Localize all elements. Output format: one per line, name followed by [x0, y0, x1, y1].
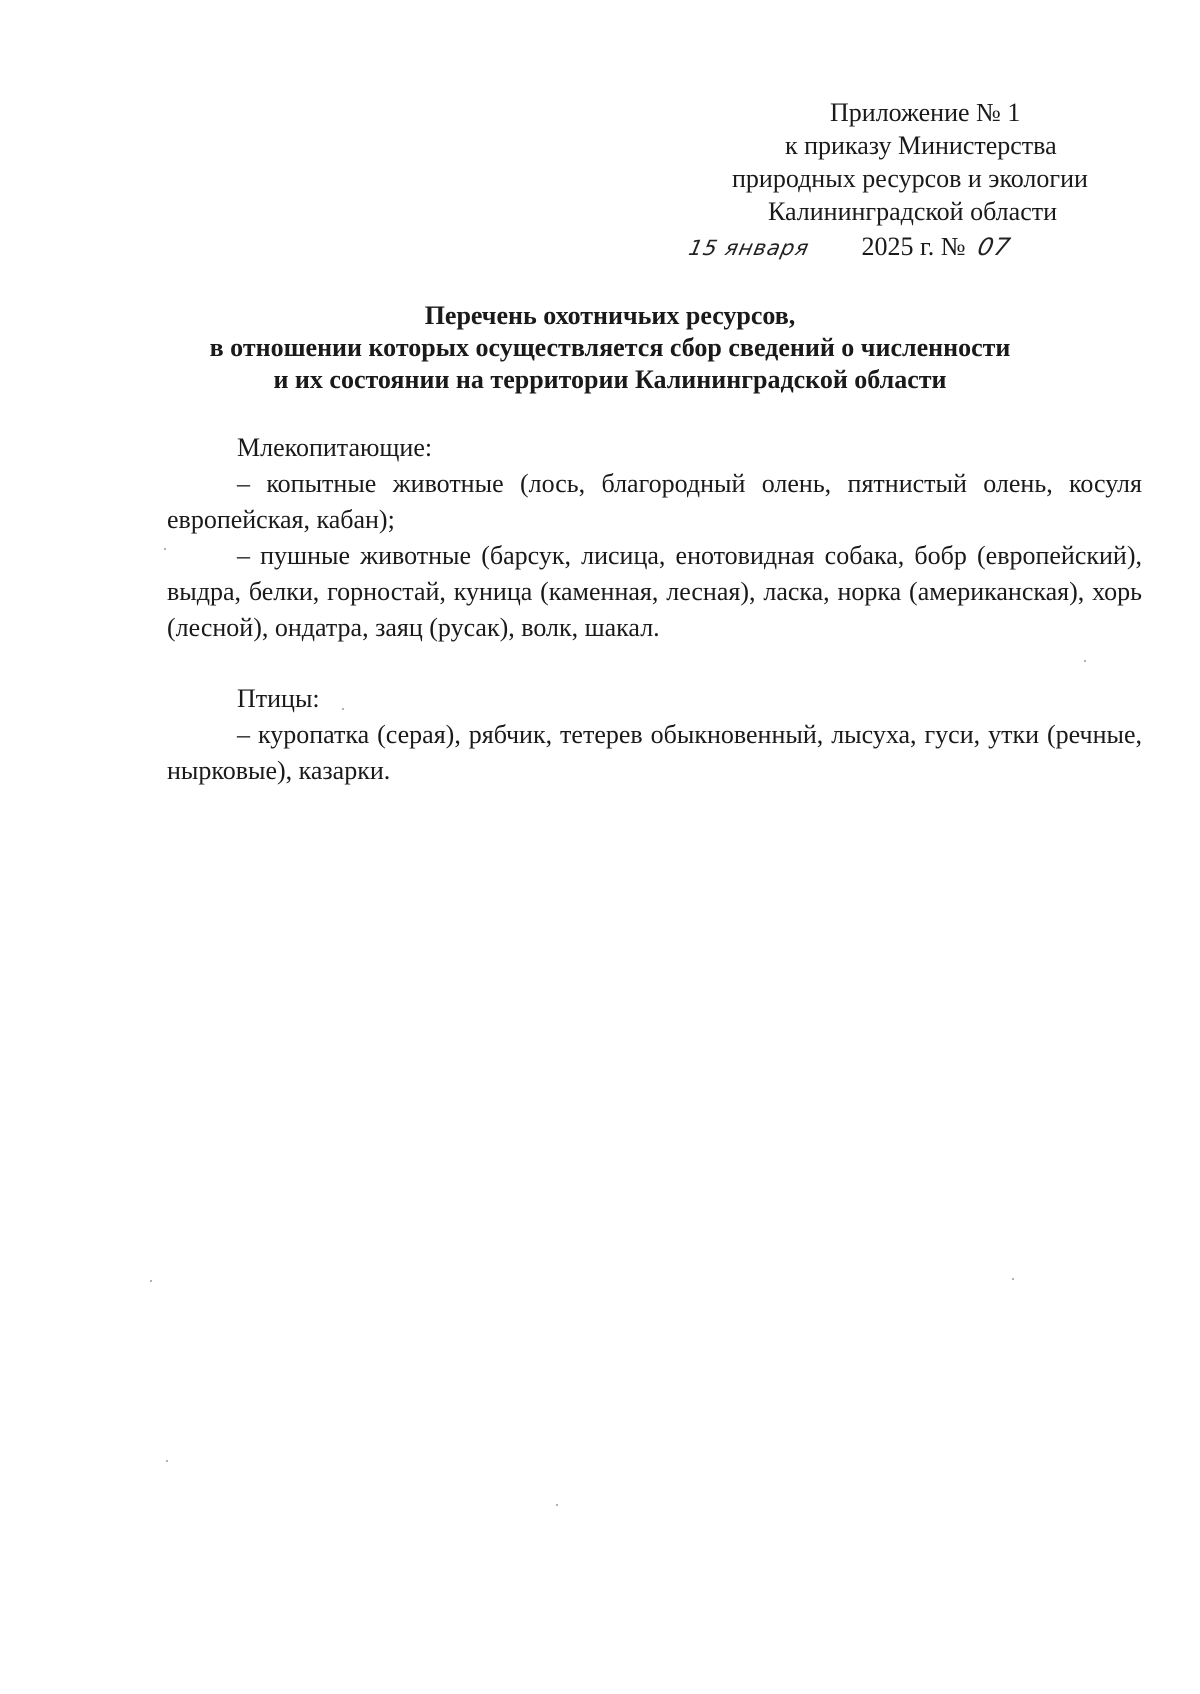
- appendix-region: Калининградской области: [768, 197, 1058, 226]
- ungulates-paragraph: – копытные животные (лось, благородный олень, пятнистый олень, косуля европейская, кабан);: [167, 469, 1142, 534]
- order-date-line: [686, 230, 1140, 265]
- appendix-header: [686, 96, 1140, 265]
- title-line-3: и их состоянии на территории Калининградской области: [273, 365, 947, 394]
- handwritten-date: 15 января: [686, 236, 812, 260]
- document-title: [150, 300, 1070, 396]
- scan-speck: [150, 1280, 152, 1282]
- birds-paragraph: – куропатка (серая), рябчик, тетерев обыкновенный, лысуха, гуси, утки (речные, нырковые), казарки.: [167, 720, 1142, 785]
- scan-speck: [1012, 1278, 1014, 1280]
- birds-heading: Птицы:: [237, 684, 320, 713]
- scan-speck: [342, 708, 344, 710]
- scan-speck: [556, 1504, 558, 1506]
- mammals-heading: Млекопитающие:: [237, 433, 433, 462]
- scan-speck: [1084, 660, 1086, 662]
- scan-speck: [164, 548, 166, 550]
- appendix-number: Приложение № 1: [830, 98, 1021, 127]
- handwritten-order-number: 07: [975, 233, 1014, 261]
- section-gap: [167, 646, 1142, 681]
- order-year: 2025 г. №: [861, 232, 966, 261]
- appendix-order-ref: к приказу Министерства: [785, 131, 1057, 160]
- scan-speck: [166, 1460, 168, 1462]
- title-line-1: Перечень охотничьих ресурсов,: [424, 301, 796, 330]
- appendix-ministry: природных ресурсов и экологии: [732, 164, 1088, 193]
- furbearers-paragraph: – пушные животные (барсук, лисица, енотовидная собака, бобр (европейский), выдра, белки, горностай, куница (каменная, лесная), ласка, норка (американская), хорь (лесной), ондатра, заяц (русак), волк, шакал.: [167, 541, 1142, 642]
- title-line-2: в отношении которых осуществляется сбор сведений о численности: [209, 333, 1011, 362]
- document-body: [167, 430, 1142, 789]
